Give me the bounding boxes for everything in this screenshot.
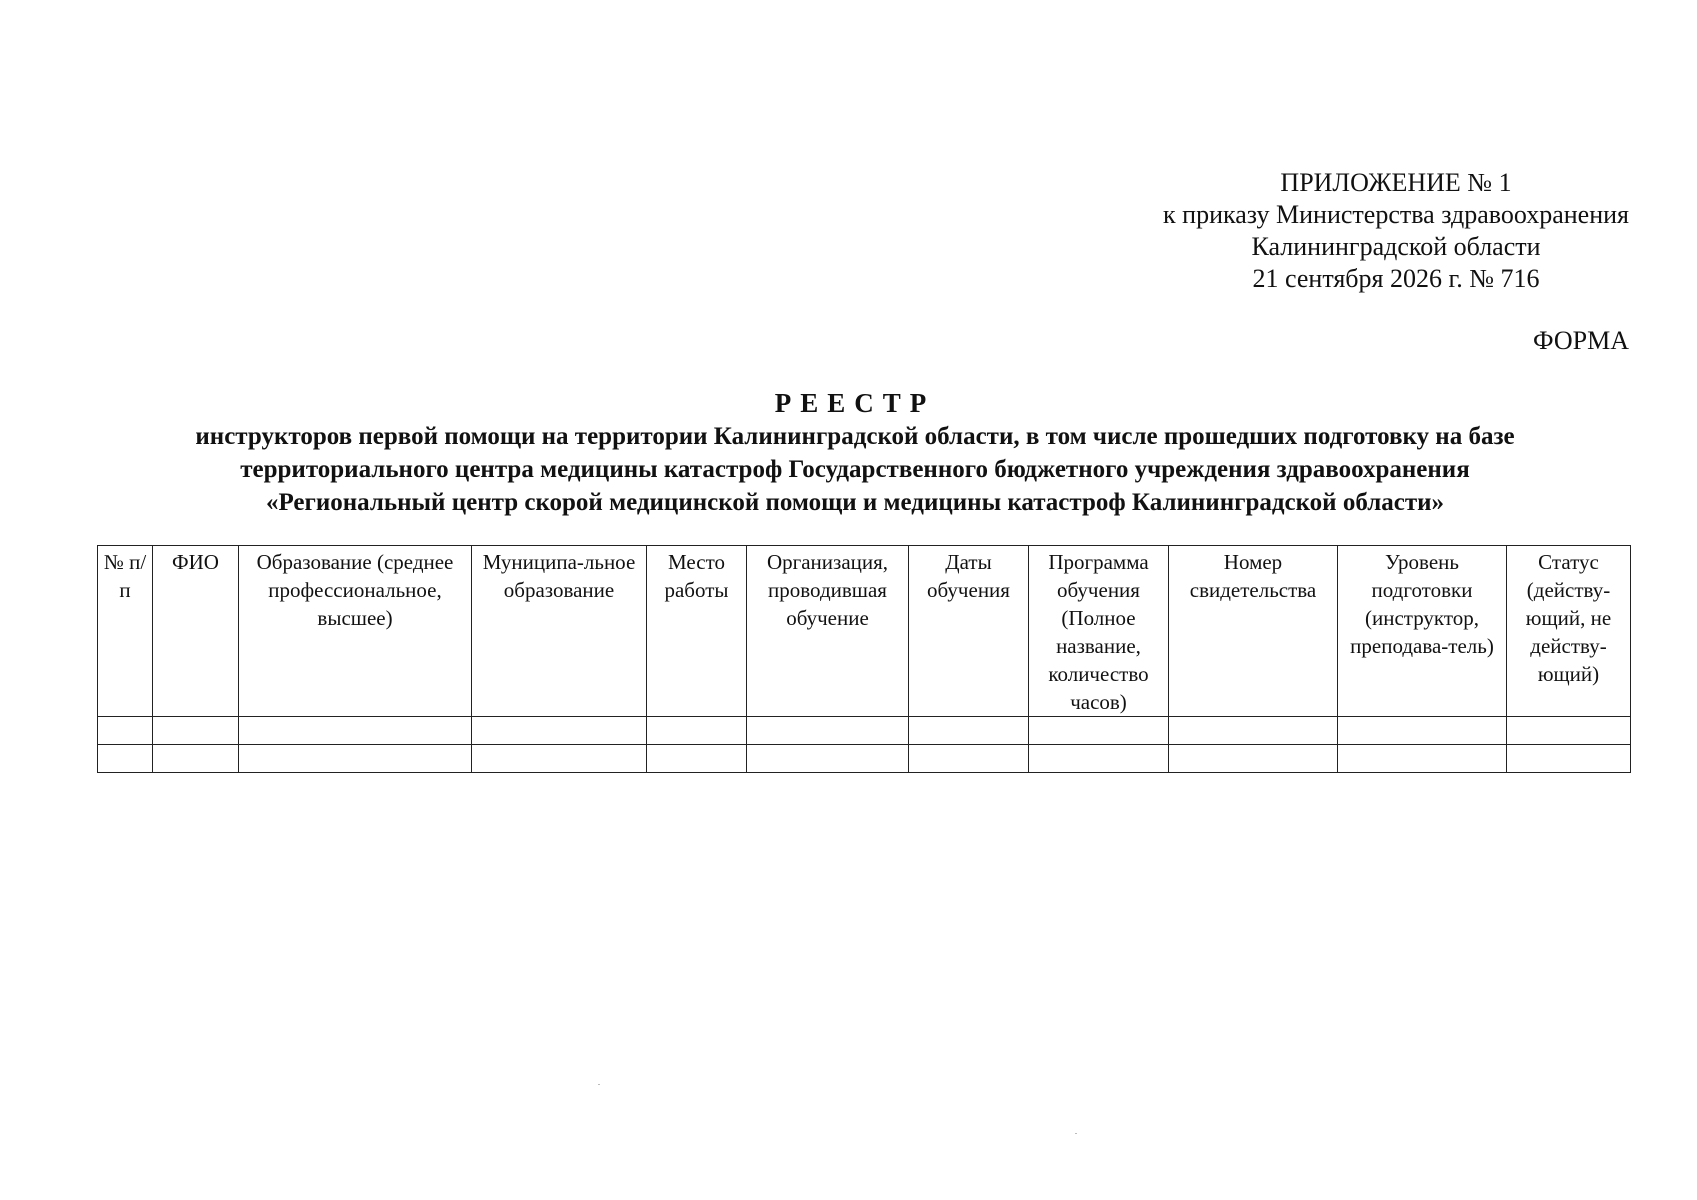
appendix-region: Калининградской области <box>1251 232 1541 261</box>
table-cell <box>98 717 153 745</box>
table-cell <box>1029 717 1169 745</box>
table-cell <box>1507 745 1631 773</box>
table-cell <box>747 717 909 745</box>
table-cell <box>239 745 472 773</box>
table-cell <box>647 745 747 773</box>
col-header-number: № п/п <box>98 546 153 717</box>
title-heading: РЕЕСТР <box>774 388 936 418</box>
appendix-title: ПРИЛОЖЕНИЕ № 1 <box>1280 168 1512 197</box>
table-cell <box>472 717 647 745</box>
col-header-workplace: Место работы <box>647 546 747 717</box>
table-cell <box>909 717 1029 745</box>
table-cell <box>239 717 472 745</box>
col-header-certificate: Номер свидетельства <box>1169 546 1338 717</box>
table-cell <box>1338 717 1507 745</box>
title-line-1: инструкторов первой помощи на территории Калининградской области, в том числе прошедших подготовку на базе <box>195 423 1515 450</box>
table-cell <box>747 745 909 773</box>
table-cell <box>1338 745 1507 773</box>
table-row <box>98 717 1631 745</box>
col-header-fio: ФИО <box>153 546 239 717</box>
appendix-date-number: 21 сентября 2026 г. № 716 <box>1252 264 1540 293</box>
table-cell <box>909 745 1029 773</box>
col-header-training-org: Организация, проводившая обучение <box>747 546 909 717</box>
registry-table <box>97 545 1631 773</box>
table-cell <box>153 717 239 745</box>
table-cell <box>1507 717 1631 745</box>
appendix-block <box>1163 167 1629 295</box>
form-label: ФОРМА <box>1533 326 1629 355</box>
col-header-status: Статус (действу-ющий, не действу-ющий) <box>1507 546 1631 717</box>
col-header-program: Программа обучения (Полное название, количество часов) <box>1029 546 1169 717</box>
title-line-3: «Региональный центр скорой медицинской помощи и медицины катастроф Калининградской области» <box>265 489 1445 516</box>
col-header-level: Уровень подготовки (инструктор, преподава-тель) <box>1338 546 1507 717</box>
table-cell <box>153 745 239 773</box>
title-line-2: территориального центра медицины катастроф Государственного бюджетного учреждения здравоохранения <box>240 456 1470 483</box>
table-cell <box>1029 745 1169 773</box>
document-title <box>90 386 1620 519</box>
scan-speck <box>1075 1133 1077 1134</box>
table-cell <box>1169 717 1338 745</box>
table-cell <box>98 745 153 773</box>
col-header-education: Образование (среднее профессиональное, высшее) <box>239 546 472 717</box>
table-cell <box>1169 745 1338 773</box>
scan-speck <box>598 1084 600 1085</box>
table-cell <box>472 745 647 773</box>
col-header-training-dates: Даты обучения <box>909 546 1029 717</box>
table-cell <box>647 717 747 745</box>
appendix-order-ref: к приказу Министерства здравоохранения <box>1163 200 1629 229</box>
col-header-municipality: Муниципа-льное образование <box>472 546 647 717</box>
table-header-row <box>98 546 1631 717</box>
table-row <box>98 745 1631 773</box>
